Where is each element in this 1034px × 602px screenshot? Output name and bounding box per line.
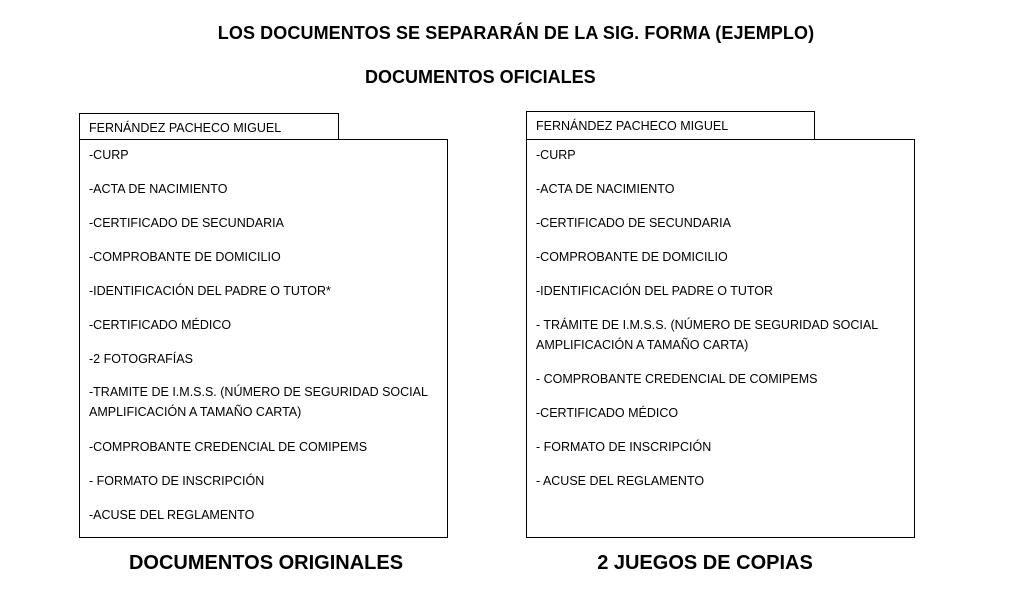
left-footer-label: DOCUMENTOS ORIGINALES bbox=[128, 552, 404, 574]
list-item: -2 FOTOGRAFÍAS bbox=[89, 352, 193, 366]
list-item: - FORMATO DE INSCRIPCIÓN bbox=[536, 440, 712, 454]
left-documents-box bbox=[79, 139, 448, 538]
page-title: LOS DOCUMENTOS SE SEPARARÁN DE LA SIG. FORMA (EJEMPLO) bbox=[217, 23, 815, 43]
list-item: - ACUSE DEL REGLAMENTO bbox=[536, 474, 705, 488]
section-subtitle: DOCUMENTOS OFICIALES bbox=[365, 67, 596, 87]
list-item: -CERTIFICADO DE SECUNDARIA bbox=[89, 216, 284, 230]
left-name-tab bbox=[79, 113, 339, 141]
list-item: -IDENTIFICACIÓN DEL PADRE O TUTOR bbox=[536, 284, 774, 298]
right-footer-label: 2 JUEGOS DE COPIAS bbox=[597, 552, 813, 574]
list-item: -CERTIFICADO MÉDICO bbox=[536, 406, 679, 420]
list-item: -COMPROBANTE DE DOMICILIO bbox=[536, 250, 728, 264]
list-item: -CURP bbox=[536, 148, 576, 162]
list-item: - FORMATO DE INSCRIPCIÓN bbox=[89, 474, 265, 488]
list-item: -ACTA DE NACIMIENTO bbox=[536, 182, 675, 196]
right-name-tab bbox=[526, 111, 815, 141]
list-item: -TRAMITE DE I.M.S.S. (NÚMERO DE SEGURIDAD SOCIAL AMPLIFICACIÓN A TAMAÑO CARTA) bbox=[89, 385, 428, 419]
list-item: -COMPROBANTE CREDENCIAL DE COMIPEMS bbox=[89, 440, 368, 454]
list-item: -COMPROBANTE DE DOMICILIO bbox=[89, 250, 281, 264]
list-item: - TRÁMITE DE I.M.S.S. (NÚMERO DE SEGURIDAD SOCIAL AMPLIFICACIÓN A TAMAÑO CARTA) bbox=[536, 318, 878, 352]
list-item: -IDENTIFICACIÓN DEL PADRE O TUTOR* bbox=[89, 284, 331, 298]
list-item: -CURP bbox=[89, 148, 129, 162]
right-name-label: FERNÁNDEZ PACHECO MIGUEL bbox=[536, 119, 729, 133]
list-item: -CERTIFICADO DE SECUNDARIA bbox=[536, 216, 731, 230]
right-documents-box bbox=[526, 139, 915, 538]
left-name-label: FERNÁNDEZ PACHECO MIGUEL bbox=[89, 121, 282, 135]
list-item: -ACUSE DEL REGLAMENTO bbox=[89, 508, 255, 522]
list-item: -ACTA DE NACIMIENTO bbox=[89, 182, 228, 196]
list-item: - COMPROBANTE CREDENCIAL DE COMIPEMS bbox=[536, 372, 818, 386]
list-item: -CERTIFICADO MÉDICO bbox=[89, 318, 232, 332]
